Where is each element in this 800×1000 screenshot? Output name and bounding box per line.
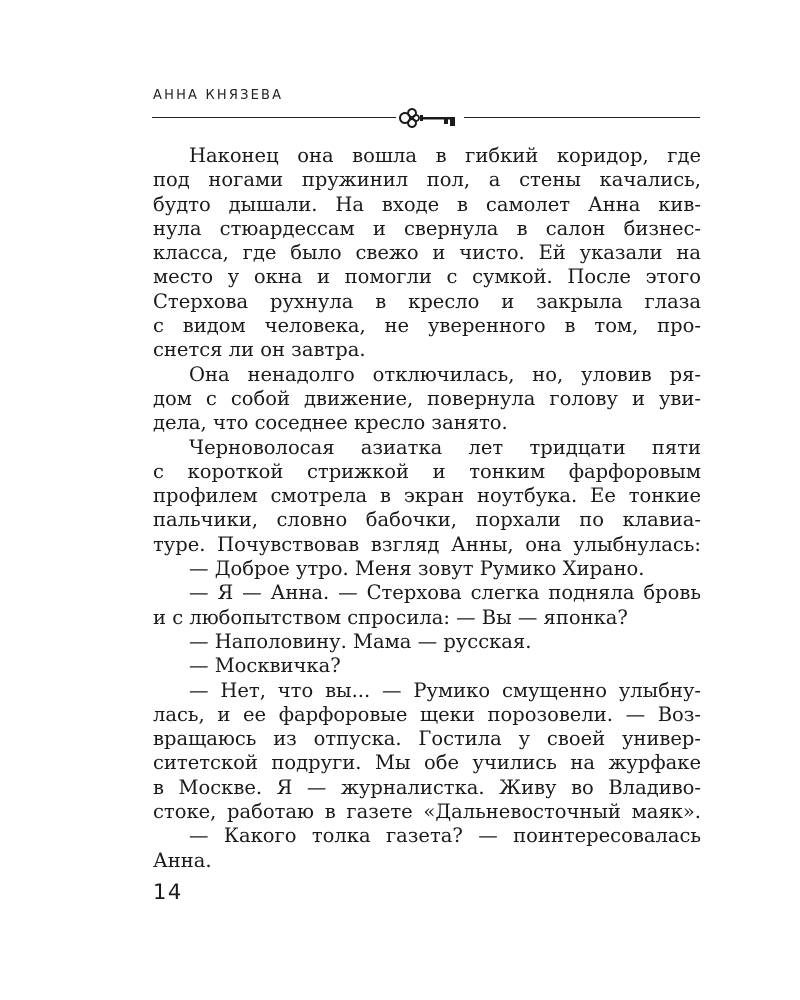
text-line: профилем смотрела в экран ноутбука. Ее тонкие — [153, 484, 701, 508]
text-line: нула стюардессам и свернула в салон бизнес- — [153, 216, 701, 240]
text-line: — Нет, что вы... — Румико смущенно улыбну- — [189, 678, 701, 702]
text-line: Она ненадолго отключилась, но, уловив ря- — [189, 362, 701, 386]
text-line: — Какого толка газета? — поинтересовалась — [189, 824, 701, 848]
page-number: 14 — [153, 880, 183, 904]
text-line: — Я — Анна. — Стерхова слегка подняла бровь — [189, 581, 701, 605]
text-line: Стерхова рухнула в кресло и закрыла глаза — [153, 289, 701, 313]
text-line: вращаюсь из отпуска. Гостила у своей универ- — [153, 727, 701, 751]
text-line: — Доброе утро. Меня зовут Румико Хирано. — [189, 557, 645, 581]
text-line: дом с собой движение, повернула голову и уви- — [153, 386, 701, 410]
text-line: Анна. — [153, 848, 212, 872]
text-line: с видом человека, не уверенного в том, про- — [153, 314, 701, 338]
text-line: ситетской подруги. Мы обе учились на журфаке — [153, 751, 701, 775]
text-line: и с любопытством спросила: — Вы — японка? — [153, 605, 628, 629]
text-line: туре. Почувствовав взгляд Анны, она улыбнулась: — [153, 532, 701, 556]
text-line: — Москвичка? — [189, 654, 341, 678]
text-line: будто дышали. На входе в самолет Анна кив- — [153, 192, 701, 216]
text-line: — Наполовину. Мама — русская. — [189, 629, 532, 653]
text-line: снется ли он завтра. — [153, 338, 366, 362]
text-line: под ногами пружинил пол, а стены качались, — [153, 168, 701, 192]
text-line: пальчики, словно бабочки, порхали по клавиа- — [153, 508, 701, 532]
text-line: стоке, работаю в газете «Дальневосточный маяк». — [153, 800, 701, 824]
running-header-author: АННА КНЯЗЕВА — [153, 88, 284, 103]
text-line: с короткой стрижкой и тонким фарфоровым — [153, 459, 701, 483]
text-line: Черноволосая азиатка лет тридцати пяти — [189, 435, 701, 459]
key-ornament-icon — [396, 107, 464, 129]
text-line: дела, что соседнее кресло занято. — [153, 411, 508, 435]
text-line: Наконец она вошла в гибкий коридор, где — [189, 144, 701, 167]
body-text — [153, 144, 701, 873]
text-line: класса, где было свежо и чисто. Ей указали на — [153, 241, 701, 265]
text-line: место у окна и помогли с сумкой. После этого — [153, 265, 701, 289]
text-line: лась, и ее фарфоровые щеки порозовели. — Воз- — [153, 702, 701, 726]
text-line: в Москве. Я — журналистка. Живу во Владиво- — [153, 775, 701, 799]
